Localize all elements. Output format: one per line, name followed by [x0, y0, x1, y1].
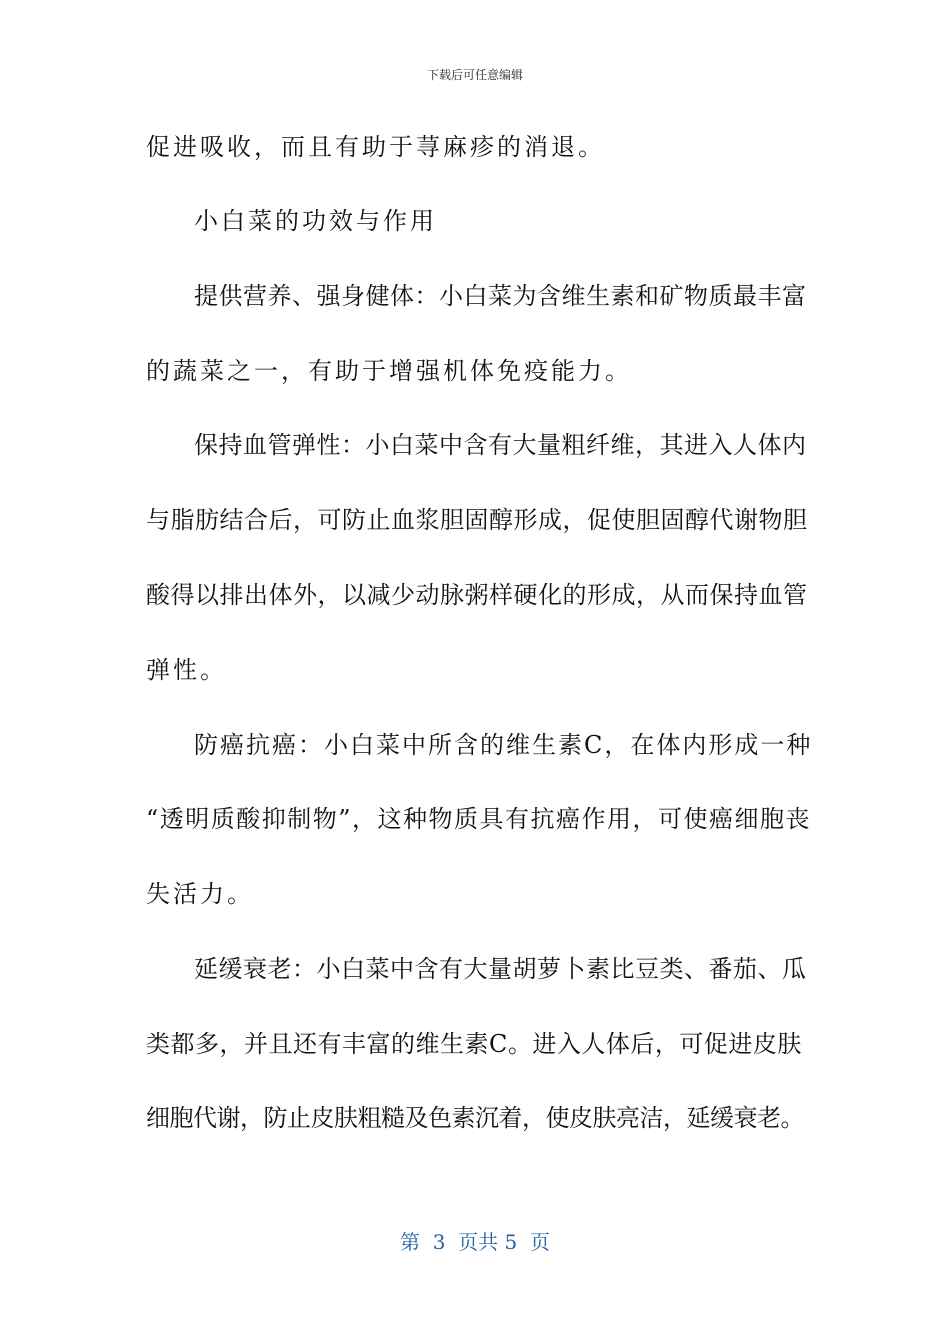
- text-line: 的蔬菜之一，有助于增强机体免疫能力。: [146, 357, 632, 385]
- text-line: 与脂肪结合后，可防止血浆胆固醇形成，促使胆固醇代谢物胆: [146, 506, 808, 534]
- text-line: 防癌抗癌：小白菜中所含的维生素C，在体内形成一种: [194, 731, 813, 759]
- text-line: 提供营养、强身健体：小白菜为含维生素和矿物质最丰富: [194, 282, 807, 310]
- text-line: 细胞代谢，防止皮肤粗糙及色素沉着，使皮肤亮洁，延缓衰老。: [146, 1104, 804, 1132]
- section-heading: 小白菜的功效与作用: [194, 207, 437, 235]
- text-line: 促进吸收，而且有助于荨麻疹的消退。: [146, 133, 605, 161]
- text-line: 酸得以排出体外，以减少动脉粥样硬化的形成，从而保持血管: [146, 581, 808, 609]
- page-number-footer: 第 3 页共 5 页: [400, 1230, 550, 1254]
- text-line: 保持血管弹性：小白菜中含有大量粗纤维，其进入人体内: [194, 431, 807, 459]
- text-line: “透明质酸抑制物”，这种物质具有抗癌作用，可使癌细胞丧: [146, 805, 812, 833]
- text-line: 类都多，并且还有丰富的维生素C。进入人体后，可促进皮肤: [146, 1030, 802, 1058]
- page-header: 下载后可任意编辑: [426, 68, 523, 82]
- text-line: 弹性。: [146, 656, 227, 684]
- text-line: 失活力。: [146, 880, 254, 908]
- text-line: 延缓衰老：小白菜中含有大量胡萝卜素比豆类、番茄、瓜: [194, 955, 807, 983]
